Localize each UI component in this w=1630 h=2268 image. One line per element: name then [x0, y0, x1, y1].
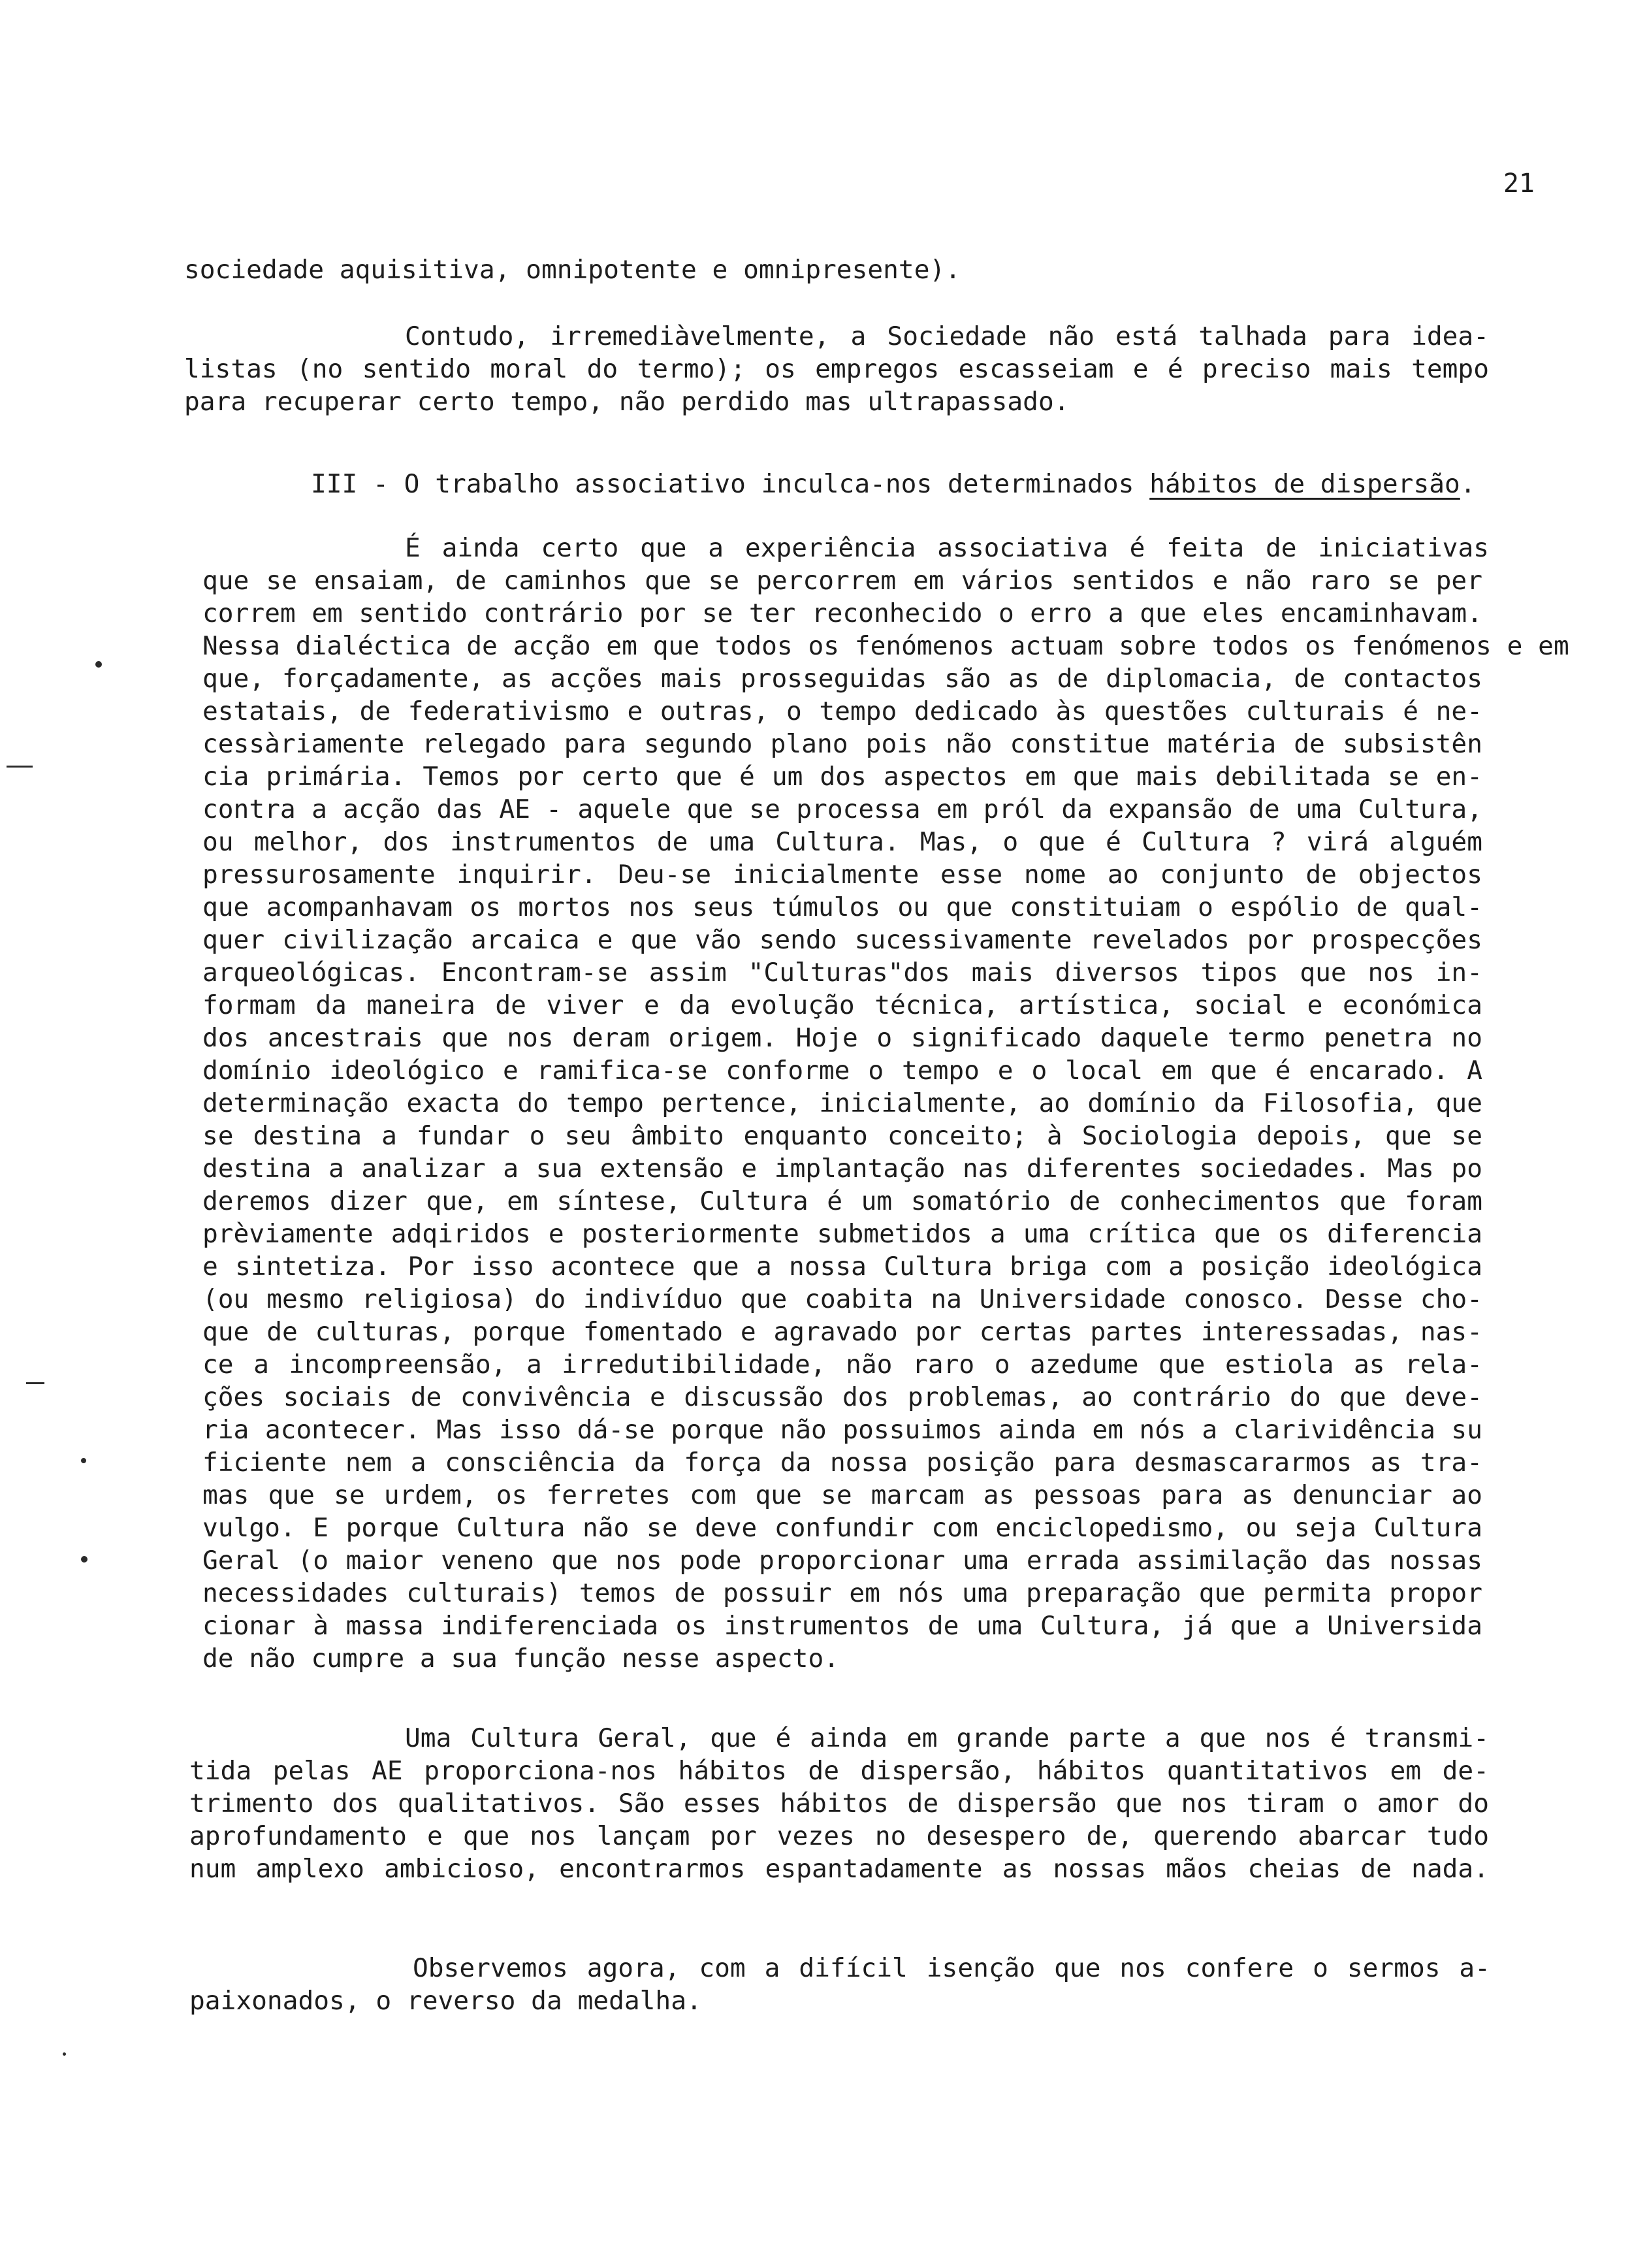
text-line: É ainda certo que a experiência associativa é feita de iniciativas: [405, 533, 1489, 563]
text-line: dos ancestrais que nos deram origem. Hoje o significado daquele termo penetra no: [202, 1023, 1482, 1053]
text-line: ou melhor, dos instrumentos de uma Cultura. Mas, o que é Cultura ? virá alguém: [202, 827, 1482, 857]
scan-mark: [7, 766, 33, 768]
text-line: trimento dos qualitativos. São esses hábitos de dispersão que nos tiram o amor do: [189, 1789, 1489, 1819]
heading-underlined-phrase: hábitos de dispersão: [1149, 469, 1460, 499]
text-line: Uma Cultura Geral, que é ainda em grande parte a que nos é transmi-: [405, 1723, 1489, 1753]
text-line: cessàriamente relegado para segundo plano pois não constitue matéria de subsistên: [202, 729, 1482, 759]
text-line: arqueológicas. Encontram-se assim "Culturas"dos mais diversos tipos que nos in-: [202, 958, 1482, 988]
text-line: paixonados, o reverso da medalha.: [189, 1986, 702, 2016]
text-line: ficiente nem a consciência da força da nossa posição para desmascararmos as tra-: [202, 1448, 1482, 1478]
text-line: (ou mesmo religiosa) do indivíduo que coabita na Universidade conosco. Desse cho-: [202, 1284, 1482, 1314]
text-line: estatais, de federativismo e outras, o tempo dedicado às questões culturais é ne-: [202, 696, 1482, 726]
text-line: formam da maneira de viver e da evolução técnica, artística, social e económica: [202, 990, 1482, 1020]
text-line: necessidades culturais) temos de possuir em nós uma preparação que permita propor: [202, 1578, 1482, 1608]
text-line: e sintetiza. Por isso acontece que a nossa Cultura briga com a posição ideológica: [202, 1252, 1482, 1282]
text-line: que acompanhavam os mortos nos seus túmulos ou que constituiam o espólio de qual-: [202, 892, 1482, 922]
text-line: vulgo. E porque Cultura não se deve confundir com enciclopedismo, ou seja Cultura: [202, 1513, 1482, 1543]
page-number: 21: [1503, 169, 1535, 199]
text-line: mas que se urdem, os ferretes com que se marcam as pessoas para as denunciar ao: [202, 1480, 1482, 1510]
text-line: Observemos agora, com a difícil isenção que nos confere o sermos a-: [413, 1953, 1490, 1983]
text-line: de não cumpre a sua função nesse aspecto.: [202, 1644, 840, 1674]
text-line: ce a incompreensão, a irredutibilidade, não raro o azedume que estiola as rela-: [202, 1350, 1482, 1380]
heading-period: .: [1460, 469, 1476, 499]
text-line: Geral (o maior veneno que nos pode proporcionar uma errada assimilação das nossas: [202, 1546, 1482, 1576]
text-line: se destina a fundar o seu âmbito enquanto conceito; à Sociologia depois, que se: [202, 1121, 1482, 1151]
scan-mark: [26, 1382, 44, 1384]
text-line: domínio ideológico e ramifica-se conforme o tempo e o local em que é encarado. A: [202, 1056, 1482, 1086]
scan-speck: [81, 1458, 86, 1463]
text-line: ções sociais de convivência e discussão dos problemas, ao contrário do que deve-: [202, 1382, 1482, 1412]
scan-speck: [63, 2052, 66, 2056]
text-line: aprofundamento e que nos lançam por vezes no desespero de, querendo abarcar tudo: [189, 1821, 1489, 1851]
text-line: determinação exacta do tempo pertence, inicialmente, ao domínio da Filosofia, que: [202, 1088, 1482, 1118]
text-line: Nessa dialéctica de acção em que todos os fenómenos actuam sobre todos os fenómenos e em: [202, 631, 1569, 661]
text-line: tida pelas AE proporciona-nos hábitos de dispersão, hábitos quantitativos em de-: [189, 1756, 1489, 1786]
text-line: que se ensaiam, de caminhos que se percorrem em vários sentidos e não raro se per: [202, 566, 1482, 596]
text-line: deremos dizer que, em síntese, Cultura é um somatório de conhecimentos que foram: [202, 1186, 1482, 1216]
text-line: destina a analizar a sua extensão e implantação nas diferentes sociedades. Mas po: [202, 1154, 1482, 1184]
text-line: Contudo, irremediàvelmente, a Sociedade não está talhada para idea-: [405, 321, 1489, 351]
scan-speck: [81, 1556, 88, 1563]
text-line: prèviamente adqiridos e posteriormente submetidos a uma crítica que os diferencia: [202, 1219, 1482, 1249]
text-line: correm em sentido contrário por se ter reconhecido o erro a que eles encaminhavam.: [202, 598, 1482, 628]
text-line: cia primária. Temos por certo que é um dos aspectos em que mais debilitada se en-: [202, 762, 1482, 792]
text-line: cionar à massa indiferenciada os instrumentos de uma Cultura, já que a Universida: [202, 1611, 1482, 1641]
text-line: pressurosamente inquirir. Deu-se inicialmente esse nome ao conjunto de objectos: [202, 860, 1482, 890]
text-line: listas (no sentido moral do termo); os empregos escasseiam e é preciso mais tempo: [184, 354, 1489, 384]
text-line: ria acontecer. Mas isso dá-se porque não possuimos ainda em nós a clarividência su: [202, 1415, 1482, 1445]
text-line: sociedade aquisitiva, omnipotente e omnipresente).: [184, 255, 961, 285]
text-line: num amplexo ambicioso, encontrarmos espantadamente as nossas mãos cheias de nada.: [189, 1854, 1489, 1884]
text-line: contra a acção das AE - aquele que se processa em pról da expansão de uma Cultura,: [202, 794, 1482, 824]
text-line: que de culturas, porque fomentado e agravado por certas partes interessadas, nas-: [202, 1317, 1482, 1347]
text-line: quer civilização arcaica e que vão sendo sucessivamente revelados por prospecções: [202, 925, 1482, 955]
section-heading: [311, 468, 1476, 500]
text-line: para recuperar certo tempo, não perdido mas ultrapassado.: [184, 387, 1070, 417]
heading-text: III - O trabalho associativo inculca-nos determinados: [311, 469, 1150, 499]
scan-speck: [95, 661, 102, 668]
text-line: que, forçadamente, as acções mais prosseguidas são as de diplomacia, de contactos: [202, 664, 1482, 694]
